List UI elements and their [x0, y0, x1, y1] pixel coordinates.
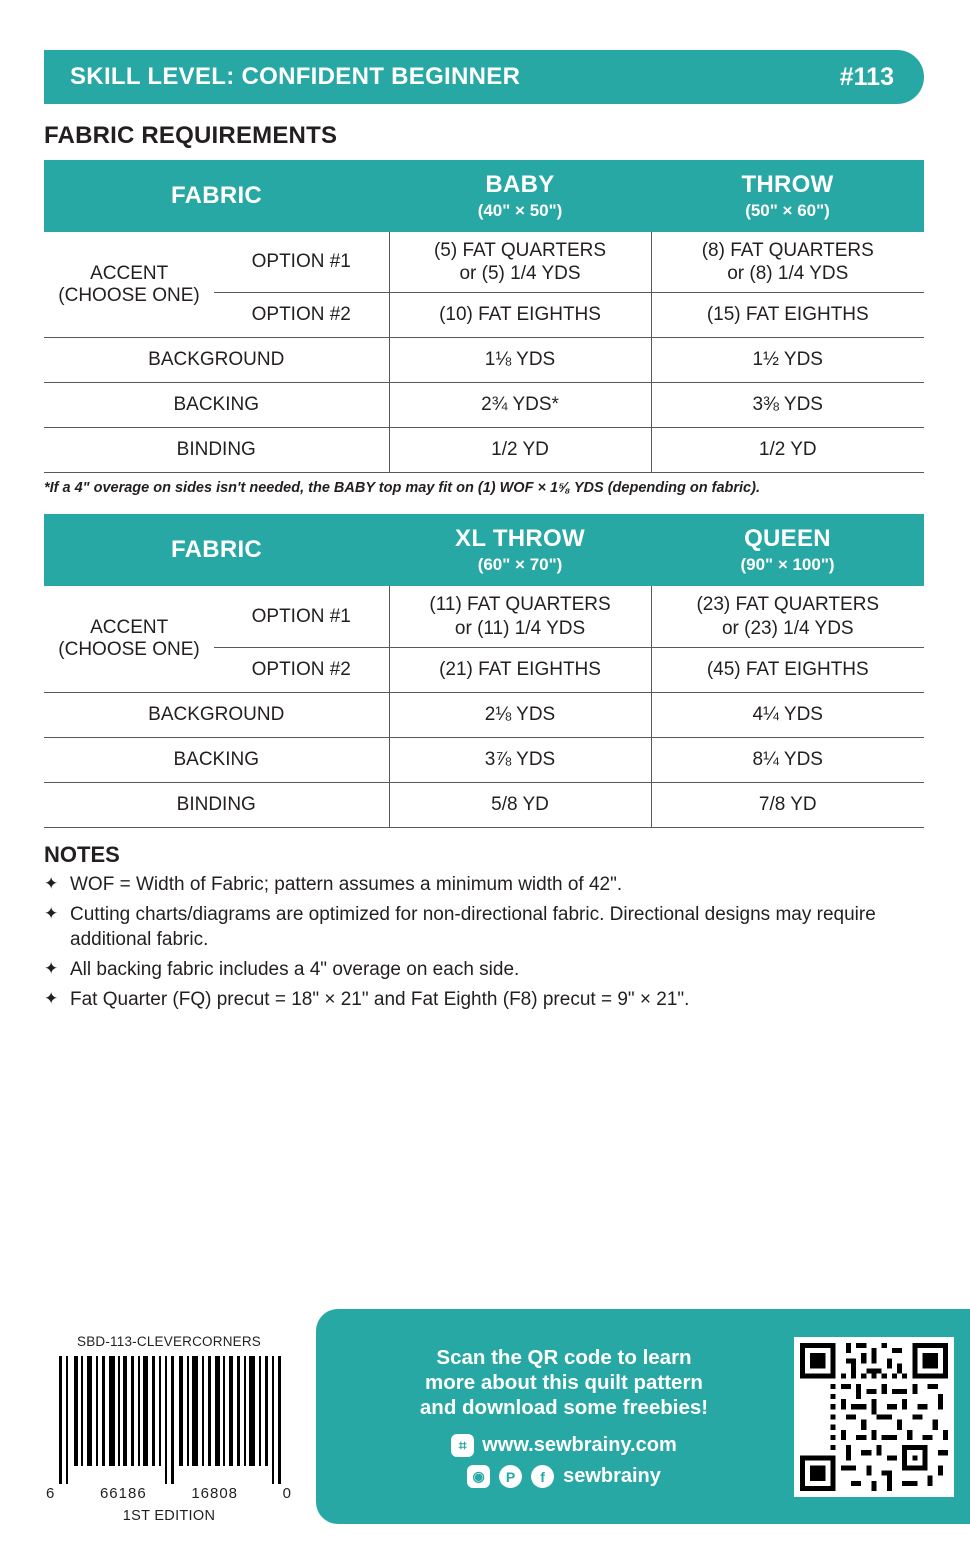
edition-text: 1ST EDITION [122, 1508, 216, 1524]
sku-text: SBD-113-CLEVERCORNERS [77, 1334, 261, 1349]
barcode-image [44, 1352, 294, 1484]
cell-baby-option-2: (10) FAT EIGHTHS [389, 293, 651, 338]
row-label-binding: BINDING [44, 428, 389, 473]
cell-option-1-label: OPTION #1 [214, 232, 389, 293]
barcode-digit-left: 6 [46, 1485, 56, 1502]
barcode-digit-right: 0 [282, 1485, 292, 1502]
note-text: All backing fabric includes a 4" overage on each side. [70, 958, 520, 980]
cell-queen-backing: 8¼ YDS [651, 737, 924, 782]
bullet-icon: ✦ [44, 903, 59, 923]
qr-code-svg [800, 1343, 948, 1491]
table-row [44, 737, 924, 782]
column-header-baby: BABY (40" × 50") [389, 160, 651, 232]
bullet-icon: ✦ [44, 958, 59, 978]
row-label-backing: BACKING [44, 737, 389, 782]
cell-queen-binding: 7/8 YD [651, 782, 924, 827]
cell-xl-throw-option-2: (21) FAT EIGHTHS [389, 647, 651, 692]
cell-xl-throw-binding: 5/8 YD [389, 782, 651, 827]
qr-code[interactable] [794, 1337, 954, 1497]
note-text: Cutting charts/diagrams are optimized for non-directional fabric. Directional designs may require additional fabric. [70, 903, 876, 950]
barcode-digit-group2: 16808 [191, 1485, 239, 1502]
globe-icon: ⌗ [451, 1434, 474, 1457]
table-row [44, 428, 924, 473]
qr-promo-line-3: and download some freebies! [419, 1396, 709, 1419]
column-header-xl-throw: XL THROW (60" × 70") [389, 514, 651, 586]
skill-level-text: SKILL LEVEL: CONFIDENT BEGINNER [70, 63, 521, 90]
cell-queen-background: 4¼ YDS [651, 692, 924, 737]
social-row[interactable] [342, 1465, 786, 1488]
list-item [44, 872, 924, 897]
column-header-queen: QUEEN (90" × 100") [651, 514, 924, 586]
instagram-icon[interactable]: ◉ [467, 1465, 490, 1488]
cell-throw-background: 1½ YDS [651, 338, 924, 383]
table-row [44, 782, 924, 827]
cell-queen-option-1: (23) FAT QUARTERS or (23) 1/4 YDS [651, 586, 924, 647]
cell-baby-binding: 1/2 YD [389, 428, 651, 473]
table-row [44, 383, 924, 428]
barcode-digits [44, 1485, 294, 1502]
table1-footnote: *If a 4" overage on sides isn't needed, the BABY top may fit on (1) WOF × 1⅝ YDS (depending on fabric). [44, 480, 760, 497]
cell-xl-throw-option-1: (11) FAT QUARTERS or (11) 1/4 YDS [389, 586, 651, 647]
website-url[interactable]: www.sewbrainy.com [482, 1434, 677, 1456]
list-item [44, 987, 924, 1012]
qr-promo-text [342, 1345, 794, 1488]
row-label-backing: BACKING [44, 383, 389, 428]
cell-throw-option-1: (8) FAT QUARTERS or (8) 1/4 YDS [651, 232, 924, 293]
row-label-accent: ACCENT (CHOOSE ONE) [44, 232, 214, 338]
cell-option-2-label: OPTION #2 [214, 293, 389, 338]
column-header-throw: THROW (50" × 60") [651, 160, 924, 232]
cell-baby-background: 1⅛ YDS [389, 338, 651, 383]
fabric-table-xlthrow-queen [44, 514, 924, 827]
cell-baby-option-1: (5) FAT QUARTERS or (5) 1/4 YDS [389, 232, 651, 293]
cell-throw-backing: 3⅜ YDS [651, 383, 924, 428]
row-label-binding: BINDING [44, 782, 389, 827]
barcode-svg [53, 1356, 285, 1484]
notes-list [44, 872, 924, 1012]
list-item [44, 957, 924, 982]
pinterest-icon[interactable]: P [499, 1465, 522, 1488]
table-row [44, 232, 924, 293]
table-header-row [44, 160, 924, 232]
note-text: WOF = Width of Fabric; pattern assumes a minimum width of 42". [70, 873, 623, 895]
column-header-fabric: FABRIC [44, 514, 389, 586]
column-header-fabric: FABRIC [44, 160, 389, 232]
cell-option-1-label: OPTION #1 [214, 586, 389, 647]
table-row [44, 586, 924, 647]
fabric-requirements-title: FABRIC REQUIREMENTS [44, 122, 338, 149]
note-text: Fat Quarter (FQ) precut = 18" × 21" and Fat Eighth (F8) precut = 9" × 21". [70, 989, 690, 1010]
barcode-block [44, 1334, 294, 1524]
footer-area [44, 1309, 926, 1524]
notes-title: NOTES [44, 841, 120, 867]
table-row [44, 338, 924, 383]
qr-promo-panel [316, 1309, 970, 1524]
qr-promo-line-2: more about this quilt pattern [425, 1371, 703, 1394]
row-label-accent: ACCENT (CHOOSE ONE) [44, 586, 214, 692]
skill-level-banner [44, 50, 924, 104]
bullet-icon: ✦ [44, 873, 59, 893]
qr-promo-line-1: Scan the QR code to learn [436, 1346, 692, 1369]
cell-throw-binding: 1/2 YD [651, 428, 924, 473]
pattern-number: #113 [839, 62, 894, 91]
barcode-digit-group1: 66186 [99, 1485, 147, 1502]
cell-xl-throw-backing: 3⅞ YDS [389, 737, 651, 782]
cell-queen-option-2: (45) FAT EIGHTHS [651, 647, 924, 692]
list-item [44, 902, 924, 952]
row-label-background: BACKGROUND [44, 692, 389, 737]
facebook-icon[interactable]: f [531, 1465, 554, 1488]
cell-xl-throw-background: 2⅛ YDS [389, 692, 651, 737]
fabric-table-baby-throw [44, 160, 924, 473]
row-label-background: BACKGROUND [44, 338, 389, 383]
cell-throw-option-2: (15) FAT EIGHTHS [651, 293, 924, 338]
social-handle: sewbrainy [563, 1465, 661, 1487]
table-row [44, 692, 924, 737]
website-row[interactable] [342, 1434, 786, 1457]
bullet-icon: ✦ [44, 989, 59, 1008]
table-header-row [44, 514, 924, 586]
pattern-page [0, 50, 970, 1550]
cell-baby-backing: 2¾ YDS* [389, 383, 651, 428]
cell-option-2-label: OPTION #2 [214, 647, 389, 692]
